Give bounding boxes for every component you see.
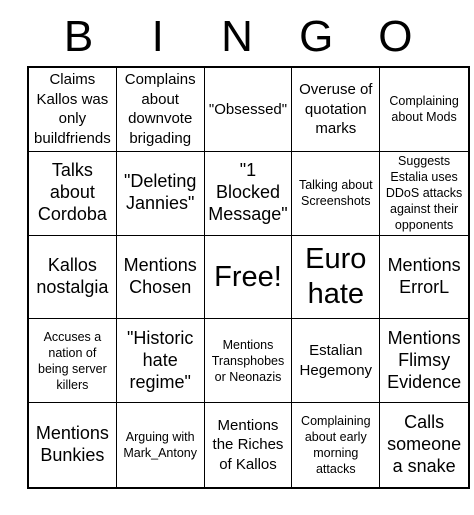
bingo-cell[interactable]: Accuses a nation of being server killers bbox=[29, 319, 117, 403]
header-letter-b: B bbox=[63, 12, 94, 61]
bingo-cell[interactable]: Claims Kallos was only buildfriends bbox=[29, 68, 117, 152]
header-letter-n: N bbox=[221, 12, 253, 61]
bingo-board bbox=[27, 66, 470, 489]
bingo-cell[interactable]: Mentions the Riches of Kallos bbox=[205, 403, 293, 487]
bingo-cell[interactable]: Calls someone a snake bbox=[387, 412, 462, 477]
bingo-cell[interactable]: "1 Blocked Message" bbox=[205, 152, 293, 236]
header-letter-i: I bbox=[151, 12, 164, 61]
bingo-cell[interactable]: Talks about Cordoba bbox=[29, 152, 117, 236]
bingo-header bbox=[39, 0, 435, 66]
bingo-cell[interactable]: Mentions Transphobes or Neonazis bbox=[205, 319, 293, 403]
bingo-cell[interactable]: "Deleting Jannies" bbox=[117, 152, 205, 236]
bingo-cell[interactable]: Mentions Chosen bbox=[117, 236, 205, 320]
free-space-cell[interactable]: Free! bbox=[205, 236, 293, 320]
bingo-cell[interactable]: Complains about downvote brigading bbox=[117, 68, 205, 152]
bingo-cell[interactable]: Mentions ErrorL bbox=[380, 236, 468, 320]
bingo-cell[interactable]: Overuse of quotation marks bbox=[292, 68, 380, 152]
bingo-cell[interactable]: Kallos nostalgia bbox=[29, 236, 117, 320]
bingo-cell[interactable]: Complaining about early morning attacks bbox=[292, 403, 380, 487]
bingo-cell[interactable]: Mentions Bunkies bbox=[29, 403, 117, 487]
bingo-cell[interactable]: Arguing with Mark_Antony bbox=[117, 403, 205, 487]
header-letter-g: G bbox=[299, 12, 334, 61]
header-letter-o: O bbox=[378, 12, 413, 61]
bingo-cell[interactable]: Euro hate bbox=[292, 236, 380, 320]
bingo-cell[interactable]: Suggests Estalia uses DDoS attacks against their opponents bbox=[380, 152, 468, 236]
bingo-cell[interactable]: "Obsessed" bbox=[205, 68, 293, 152]
bingo-cell[interactable]: Mentions Flimsy Evidence bbox=[380, 319, 468, 403]
bingo-cell[interactable]: "Historic hate regime" bbox=[117, 319, 205, 403]
bingo-cell[interactable]: Estalian Hegemony bbox=[292, 319, 380, 403]
bingo-cell[interactable]: Complaining about Mods bbox=[380, 68, 468, 152]
bingo-cell[interactable]: Talking about Screenshots bbox=[292, 152, 380, 236]
